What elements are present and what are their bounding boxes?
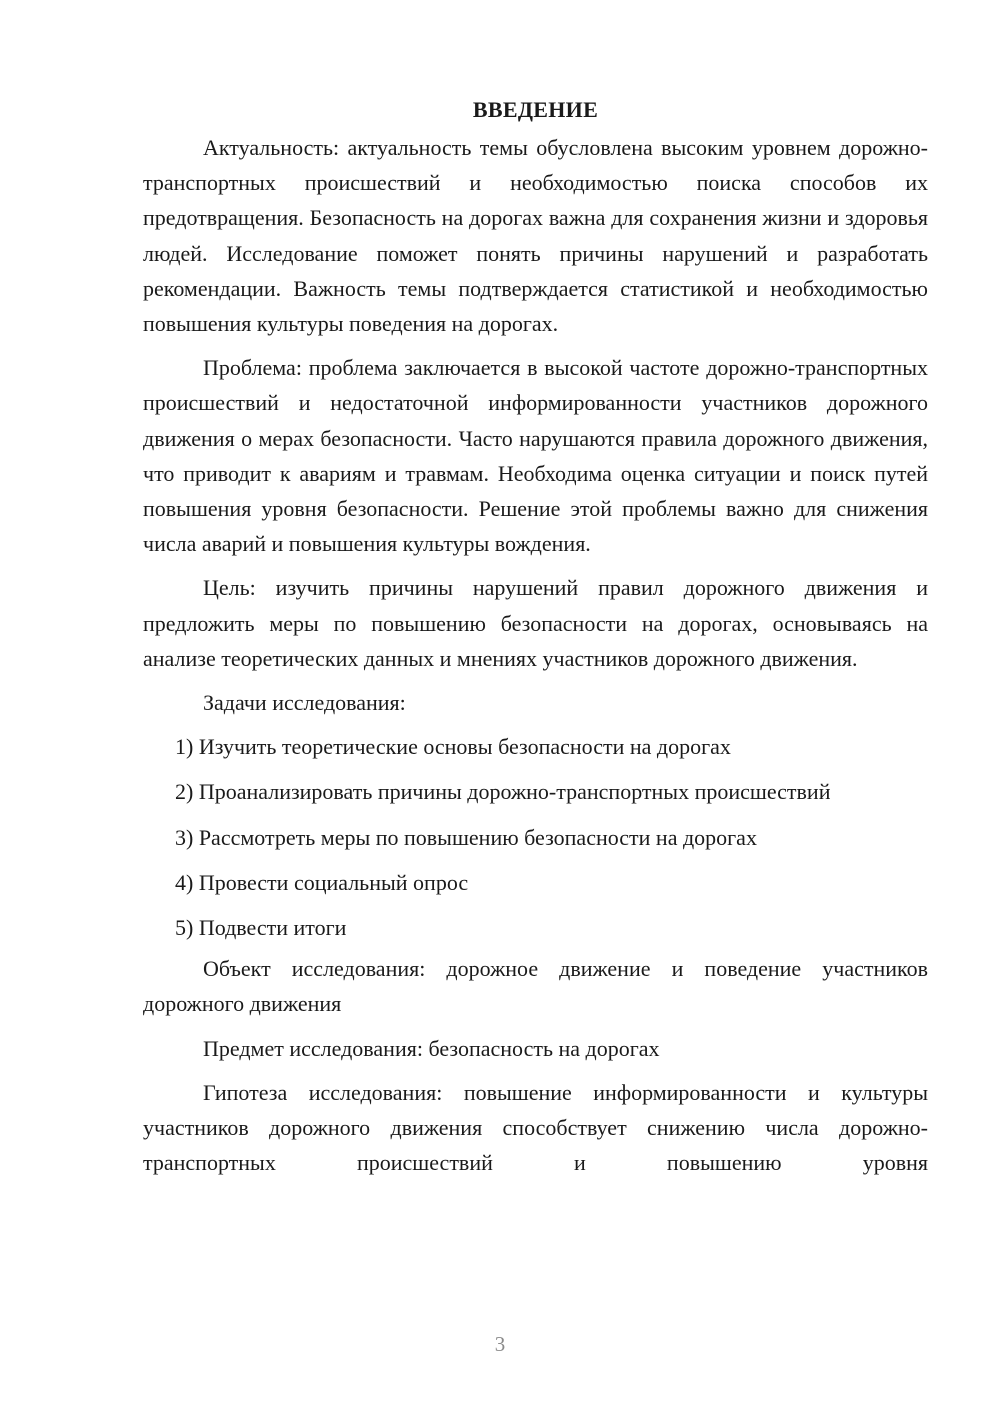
section-title: ВВЕДЕНИЕ [472, 97, 599, 122]
task-item: 1) Изучить теоретические основы безопасности на дорогах [175, 734, 731, 760]
task-item: 2) Проанализировать причины дорожно-транспортных происшествий [175, 779, 831, 805]
tasks-heading: Задачи исследования: [203, 690, 406, 716]
tasks-list [143, 729, 928, 945]
object-paragraph: Объект исследования: дорожное движение и поведение участников дорожного движения [143, 956, 928, 1017]
goal-paragraph: Цель: изучить причины нарушений правил дорожного движения и предложить меры по повышению безопасности на дорогах, основываясь на анализе теоретических данных и мнениях участников дорожного движения. [143, 575, 928, 671]
task-item: 3) Рассмотреть меры по повышению безопасности на дорогах [175, 824, 757, 850]
task-item: 4) Провести социальный опрос [175, 869, 469, 895]
relevance-paragraph: Актуальность: актуальность темы обусловлена высоким уровнем дорожно-транспортных происшествий и необходимостью поиска способов их предотвращения. Безопасность на дорогах важна для сохранения жизни и здоровья людей. Исследование поможет понять причины нарушений и разработать рекомендации. Важность темы подтверждается статистикой и необходимостью повышения культуры поведения на дорогах. [143, 135, 928, 337]
task-item: 5) Подвести итоги [175, 915, 347, 941]
page-number: 3 [494, 1332, 506, 1356]
subject-paragraph: Предмет исследования: безопасность на дорогах [203, 1035, 660, 1061]
hypothesis-paragraph: Гипотеза исследования: повышение информированности и культуры участников дорожного движения способствует снижению числа дорожно-транспортных происшествий и повышению уровня [143, 1079, 928, 1176]
problem-paragraph: Проблема: проблема заключается в высокой частоте дорожно-транспортных происшествий и недостаточной информированности участников дорожного движения о мерах безопасности. Часто нарушаются правила дорожного движения, что приводит к авариям и травмам. Необходима оценка ситуации и поиск путей повышения уровня безопасности. Решение этой проблемы важно для снижения числа аварий и повышения культуры вождения. [143, 355, 928, 557]
page-content [143, 92, 928, 1189]
